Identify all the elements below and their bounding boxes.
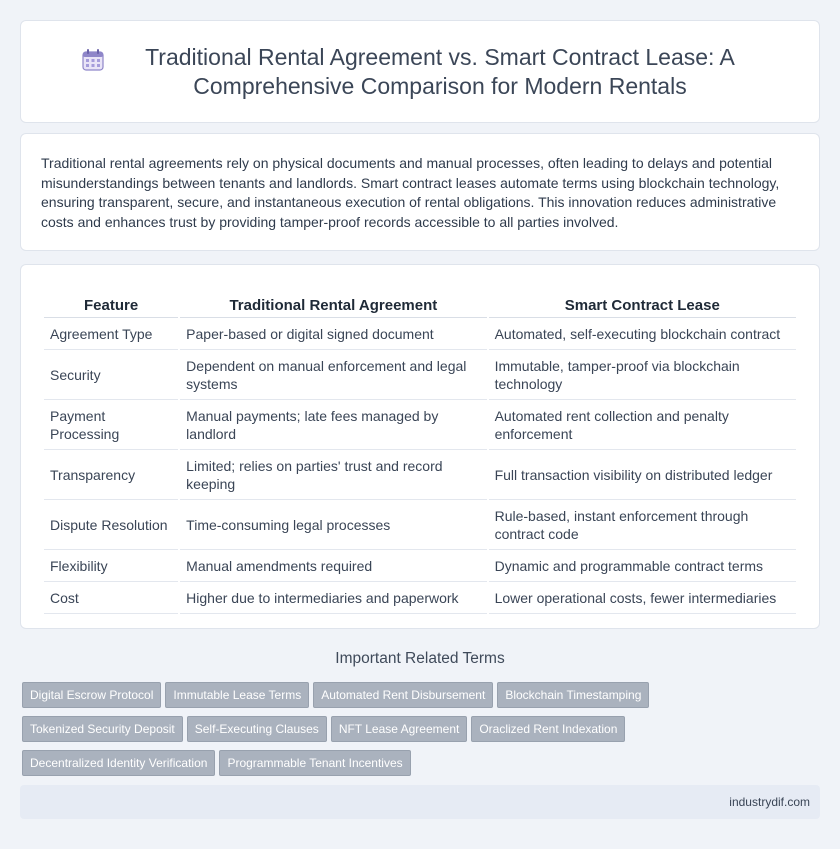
related-term-tag[interactable]: NFT Lease Agreement: [331, 716, 468, 742]
table-row: [44, 550, 796, 582]
smart-contract-cell: Dynamic and programmable contract terms: [489, 550, 796, 582]
related-term-tag[interactable]: Self-Executing Clauses: [187, 716, 327, 742]
table-row: [44, 450, 796, 500]
intro-paragraph: Traditional rental agreements rely on physical documents and manual processes, often leading to delays and potential misunderstandings between tenants and landlords. Smart contract leases automate terms using blockchain technology, ensuring transparent, secure, and instantaneous execution of rental obligations. This innovation reduces administrative costs and enhances trust by providing tamper-proof records accessible to all parties involved.: [41, 155, 780, 230]
feature-cell: Transparency: [44, 450, 178, 500]
traditional-cell: Manual amendments required: [180, 550, 486, 582]
comparison-card: [20, 264, 820, 629]
related-term-tag[interactable]: Oraclized Rent Indexation: [471, 716, 625, 742]
footer: [20, 785, 820, 819]
related-term-tag[interactable]: Automated Rent Disbursement: [313, 682, 493, 708]
traditional-cell: Time-consuming legal processes: [180, 500, 486, 550]
related-term-tag[interactable]: Decentralized Identity Verification: [22, 750, 215, 776]
related-terms-title: Important Related Terms: [335, 650, 505, 667]
smart-contract-cell: Automated rent collection and penalty enforcement: [489, 400, 796, 450]
related-terms-list: [22, 682, 822, 784]
related-term-tag[interactable]: Immutable Lease Terms: [165, 682, 309, 708]
header-traditional: Traditional Rental Agreement: [180, 293, 486, 318]
table-row: [44, 582, 796, 614]
table-row: [44, 350, 796, 400]
related-term-tag[interactable]: Tokenized Security Deposit: [22, 716, 183, 742]
smart-contract-cell: Automated, self-executing blockchain contract: [489, 318, 796, 350]
traditional-cell: Paper-based or digital signed document: [180, 318, 486, 350]
header-card: [20, 20, 820, 123]
smart-contract-cell: Immutable, tamper-proof via blockchain technology: [489, 350, 796, 400]
table-row: [44, 400, 796, 450]
table-row: [44, 500, 796, 550]
traditional-cell: Limited; relies on parties' trust and record keeping: [180, 450, 486, 500]
feature-cell: Security: [44, 350, 178, 400]
feature-cell: Dispute Resolution: [44, 500, 178, 550]
feature-cell: Agreement Type: [44, 318, 178, 350]
feature-cell: Cost: [44, 582, 178, 614]
intro-card: [20, 133, 820, 251]
footer-site-link[interactable]: industrydif.com: [729, 795, 810, 809]
smart-contract-cell: Full transaction visibility on distributed ledger: [489, 450, 796, 500]
smart-contract-cell: Lower operational costs, fewer intermediaries: [489, 582, 796, 614]
traditional-cell: Dependent on manual enforcement and legal systems: [180, 350, 486, 400]
table-row: [44, 318, 796, 350]
header-smart-contract: Smart Contract Lease: [489, 293, 796, 318]
calendar-icon: [80, 47, 106, 73]
page-title: Traditional Rental Agreement vs. Smart Contract Lease: A Comprehensive Comparison for Modern Rentals: [145, 43, 735, 99]
traditional-cell: Manual payments; late fees managed by landlord: [180, 400, 486, 450]
header-feature: Feature: [44, 293, 178, 318]
related-term-tag[interactable]: Digital Escrow Protocol: [22, 682, 161, 708]
related-term-tag[interactable]: Programmable Tenant Incentives: [219, 750, 410, 776]
traditional-cell: Higher due to intermediaries and paperwork: [180, 582, 486, 614]
feature-cell: Payment Processing: [44, 400, 178, 450]
feature-cell: Flexibility: [44, 550, 178, 582]
comparison-table: [42, 293, 798, 614]
smart-contract-cell: Rule-based, instant enforcement through contract code: [489, 500, 796, 550]
related-term-tag[interactable]: Blockchain Timestamping: [497, 682, 649, 708]
